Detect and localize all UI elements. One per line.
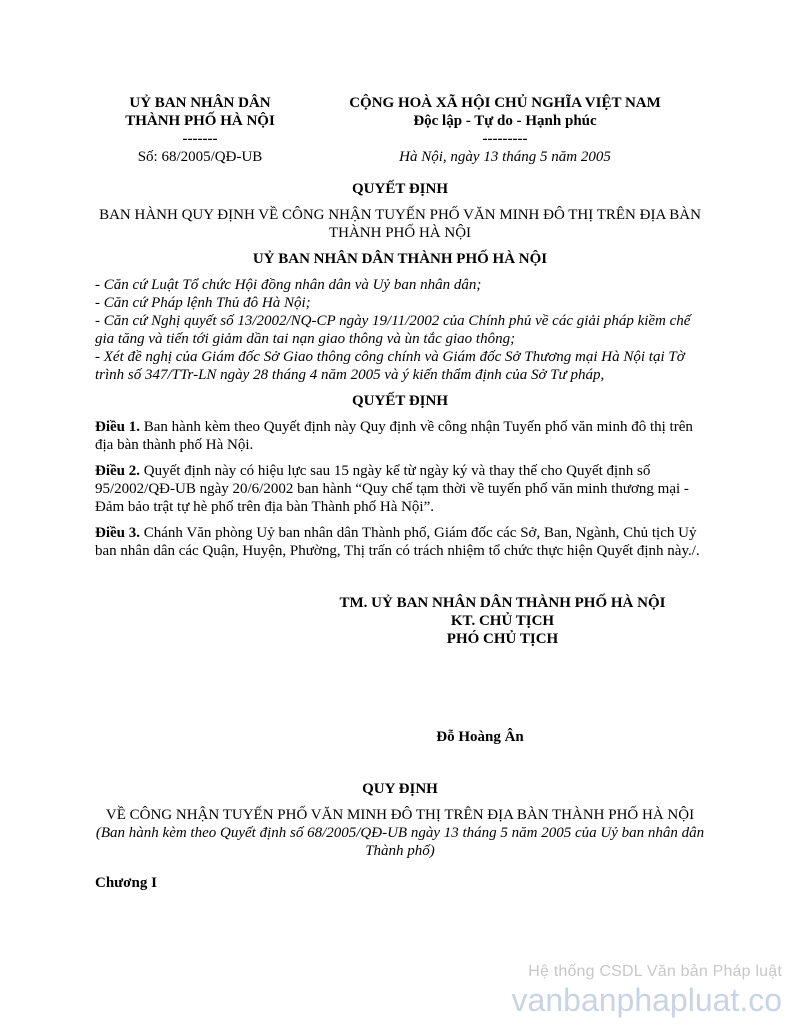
legal-basis-item: - Căn cứ Luật Tổ chức Hội đồng nhân dân và Uỷ ban nhân dân; [95,277,482,293]
national-motto: Độc lập - Tự do - Hạnh phúc [413,113,597,129]
article-label: Điều 1. [95,419,140,435]
article-1 [95,418,705,454]
chapter-heading: Chương I [95,875,157,891]
place-date: Hà Nội, ngày 13 tháng 5 năm 2005 [399,149,611,165]
signature-line2: KT. CHỦ TỊCH [450,613,555,629]
signature-line3: PHÓ CHỦ TỊCH [446,631,559,647]
regulation-note: (Ban hành kèm theo Quyết định số 68/2005/QĐ-UB ngày 13 tháng 5 năm 2005 của Uỷ ban nhân dân Thành phố) [95,825,705,859]
legal-basis-item: - Căn cứ Nghị quyết số 13/2002/NQ-CP ngày 19/11/2002 của Chính phủ về các giải pháp kiềm chế gia tăng và tiến tới giảm dần tai nạn giao thông và ùn tắc giao thông; [95,313,691,347]
article-label: Điều 3. [95,525,140,541]
article-text: Ban hành kèm theo Quyết định này Quy định về công nhận Tuyến phố văn minh đô thị trên địa bàn thành phố Hà Nội. [95,419,693,453]
nation-block [310,94,700,166]
document-page [95,94,705,892]
motto-separator: --------- [482,131,528,147]
nation-name: CỘNG HOÀ XÃ HỘI CHỦ NGHĨA VIỆT NAM [349,95,661,111]
article-text: Quyết định này có hiệu lực sau 15 ngày kể từ ngày ký và thay thế cho Quyết định số 95/2002/QĐ-UB ngày 20/6/2002 ban hành “Quy chế tạm thời về tuyến phố văn minh thương mại - Đảm bảo trật tự hè phố trên địa bàn Thành phố Hà Nội”. [95,463,689,515]
watermark [512,962,782,1018]
decision-issuer: UỶ BAN NHÂN DÂN THÀNH PHỐ HÀ NỘI [252,251,548,267]
watermark-tagline: Hệ thống CSDL Văn bản Pháp luật [528,963,782,980]
signature-block [330,594,675,648]
article-text: Chánh Văn phòng Uỷ ban nhân dân Thành phố, Giám đốc các Sở, Ban, Ngành, Chủ tịch Uỷ ban nhân dân các Quận, Huyện, Phường, Thị trấn có trách nhiệm tổ chức thực hiện Quyết định này./. [95,525,700,559]
org-name-line2: THÀNH PHỐ HÀ NỘI [125,113,275,129]
decision-title-2: QUYẾT ĐỊNH [352,393,448,409]
org-separator: ------- [182,131,218,147]
legal-basis-item: - Xét đề nghị của Giám đốc Sở Giao thông công chính và Giám đốc Sở Thương mại Hà Nội tại Tờ trình số 347/TTr-LN ngày 28 tháng 4 năm 2005 và ý kiến thẩm định của Sở Tư pháp, [95,349,685,383]
regulation-title: QUY ĐỊNH [362,781,438,797]
issuer-block [90,94,310,166]
signer-name: Đỗ Hoàng Ân [436,729,524,745]
article-label: Điều 2. [95,463,140,479]
document-number: Số: 68/2005/QĐ-UB [137,149,263,165]
document-header [95,94,705,166]
legal-bases [95,276,705,384]
decision-subject: BAN HÀNH QUY ĐỊNH VỀ CÔNG NHẬN TUYẾN PHỐ VĂN MINH ĐÔ THỊ TRÊN ĐỊA BÀN THÀNH PHỐ HÀ NỘI [99,207,701,241]
legal-basis-item: - Căn cứ Pháp lệnh Thủ đô Hà Nội; [95,295,311,311]
article-3 [95,524,705,560]
regulation-subject: VỀ CÔNG NHẬN TUYẾN PHỐ VĂN MINH ĐÔ THỊ TRÊN ĐỊA BÀN THÀNH PHỐ HÀ NỘI [105,807,695,823]
watermark-site: vanbanphapluat.co [511,982,782,1018]
article-2 [95,462,705,516]
decision-title: QUYẾT ĐỊNH [352,181,448,197]
signature-line1: TM. UỶ BAN NHÂN DÂN THÀNH PHỐ HÀ NỘI [339,595,666,611]
org-name-line1: UỶ BAN NHÂN DÂN [129,95,271,111]
